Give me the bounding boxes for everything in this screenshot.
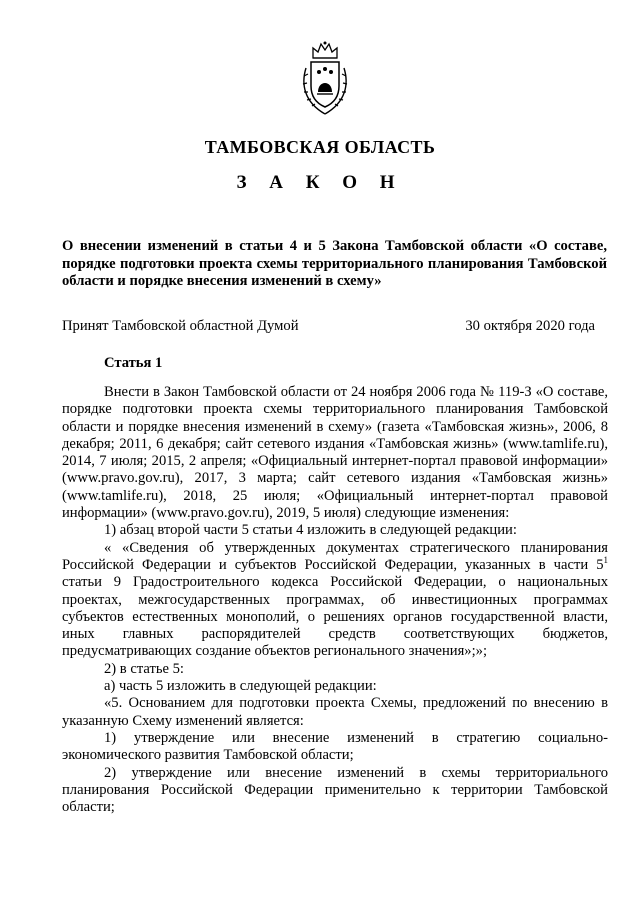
quote-1-part-b: статьи 9 Градостроительного кодекса Российской Федерации, о национальных проектах, межгосударственных программах, об инвестиционных программах субъектов естественных монополий, о решениях органов государственной власти, иных главных распорядителей средств соответствующих бюджетов, предусматривающих создание объектов регионального значения»;»;	[62, 574, 608, 660]
adoption-date: 30 октября 2020 года	[465, 318, 595, 334]
amendment-item-1: 1) абзац второй части 5 статьи 4 изложить в следующей редакции:	[104, 522, 517, 539]
amendment-item-2a: а) часть 5 изложить в следующей редакции:	[104, 678, 377, 695]
quote-paragraph-2: «5. Основанием для подготовки проекта Схемы, предложений по внесению в указанную Схему изменений является:	[62, 695, 608, 729]
adoption-line	[62, 318, 595, 335]
intro-paragraph: Внести в Закон Тамбовской области от 24 ноября 2006 года № 119-З «О составе, порядке подготовки проекта схемы территориального планирования Тамбовской области и порядке внесения изменений в схему» (газета «Тамбовская жизнь», 2006, 8 декабря; 2011, 6 декабря; сайт сетевого издания «Тамбовская жизнь» (www.tamlife.ru), 2014, 7 июля; 2015, 2 апреля; «Официальный интернет-портал правовой информации» (www.pravo.gov.ru), 2017, 3 марта; сайт сетевого издания «Тамбовская жизнь» (www.tamlife.ru), 2018, 25 июля; «Официальный интернет-портал правовой информации» (www.pravo.gov.ru), 2019, 5 июля) следующие изменения:	[62, 384, 608, 522]
coat-of-arms-icon	[296, 40, 354, 118]
sub-item-2: 2) утверждение или внесение изменений в схемы территориального планирования Российской Федерации применительно к территории Тамбовской области;	[62, 764, 608, 816]
law-title: О внесении изменений в статьи 4 и 5 Закона Тамбовской области «О составе, порядке подготовки проекта схемы территориального планирования Тамбовской области и порядке внесения изменений в схему»	[62, 238, 607, 289]
article-body	[62, 384, 608, 816]
article-heading: Статья 1	[104, 355, 163, 371]
document-type: З А К О Н	[236, 172, 404, 193]
superscript-1: 1	[603, 554, 608, 565]
adopted-by: Принят Тамбовской областной Думой	[62, 318, 299, 334]
quote-paragraph-1	[62, 540, 608, 661]
quote-1-part-a: « «Сведения об утвержденных документах стратегического планирования Российской Федерации и субъектов Российской Федерации, указанных в части 5	[62, 539, 608, 573]
sub-item-1: 1) утверждение или внесение изменений в стратегию социально-экономического развития Тамбовской области;	[62, 729, 608, 764]
region-name: ТАМБОВСКАЯ ОБЛАСТЬ	[204, 137, 436, 157]
amendment-item-2: 2) в статье 5:	[104, 660, 184, 677]
